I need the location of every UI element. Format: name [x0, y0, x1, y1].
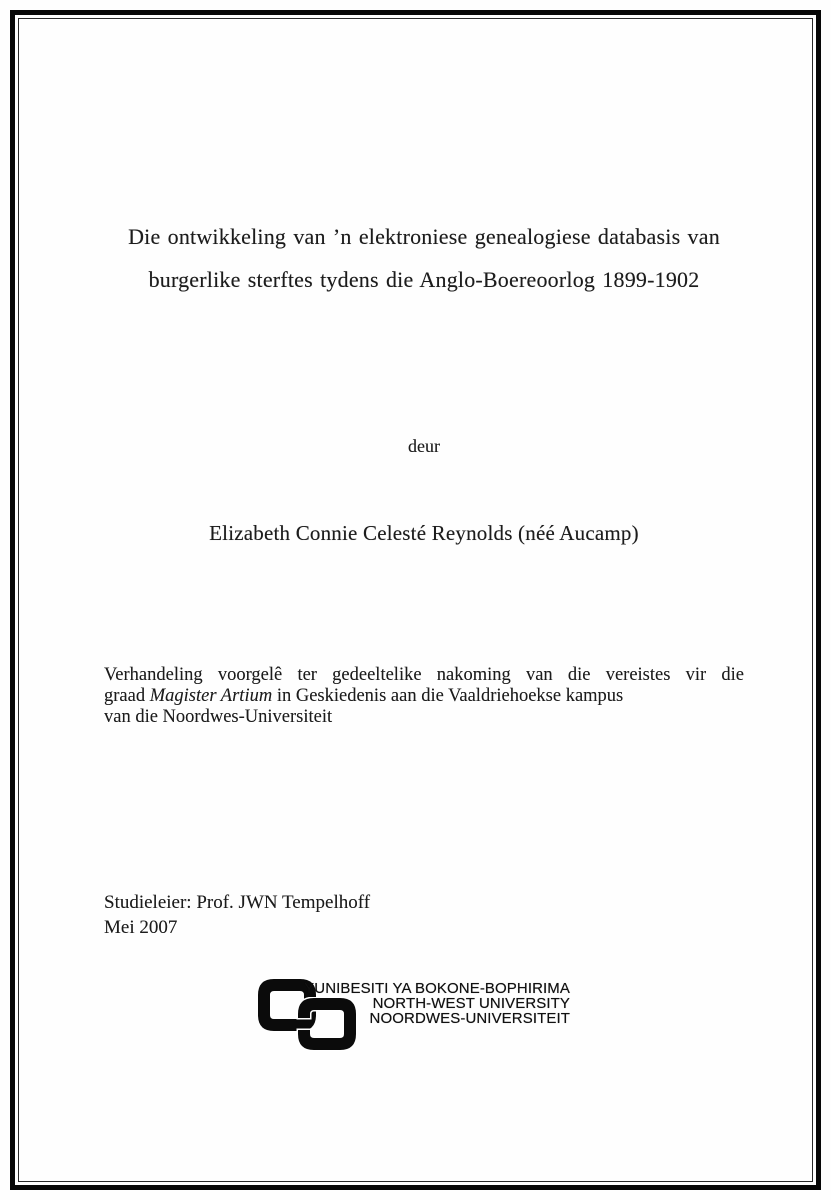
- supervisor-line: Studieleier: Prof. JWN Tempelhoff: [104, 892, 371, 913]
- statement-line3: van die Noordwes-Universiteit: [104, 706, 333, 727]
- thesis-title-line1: Die ontwikkeling van ’n elektroniese genealogiese databasis van: [128, 224, 720, 249]
- author-name: Elizabeth Connie Celesté Reynolds (néé Aucamp): [209, 521, 639, 545]
- university-logo-text: [118, 981, 570, 1027]
- logo-text-english: NORTH-WEST UNIVERSITY: [372, 995, 570, 1013]
- byline: deur: [408, 436, 440, 456]
- submission-statement: [104, 665, 744, 727]
- logo-text-setswana: YUNIBESITI YA BOKONE-BOPHIRIMA: [304, 980, 570, 997]
- thesis-title-line2: burgerlike sterftes tydens die Anglo-Boereoorlog 1899-1902: [148, 267, 700, 292]
- statement-line2-post: in Geskiedenis aan die Vaaldriehoekse kampus: [272, 685, 624, 706]
- statement-line2: [104, 686, 744, 707]
- supervisor-block: [104, 890, 744, 940]
- logo-text-afrikaans: NOORDWES-UNIVERSITEIT: [369, 1010, 570, 1028]
- date-line: Mei 2007: [104, 917, 178, 938]
- statement-line2-pre: graad: [104, 685, 150, 706]
- thesis-title: [104, 215, 744, 301]
- degree-name: Magister Artium: [149, 685, 273, 706]
- statement-line1: Verhandeling voorgelê ter gedeeltelike nakoming van die vereistes vir die: [104, 665, 744, 685]
